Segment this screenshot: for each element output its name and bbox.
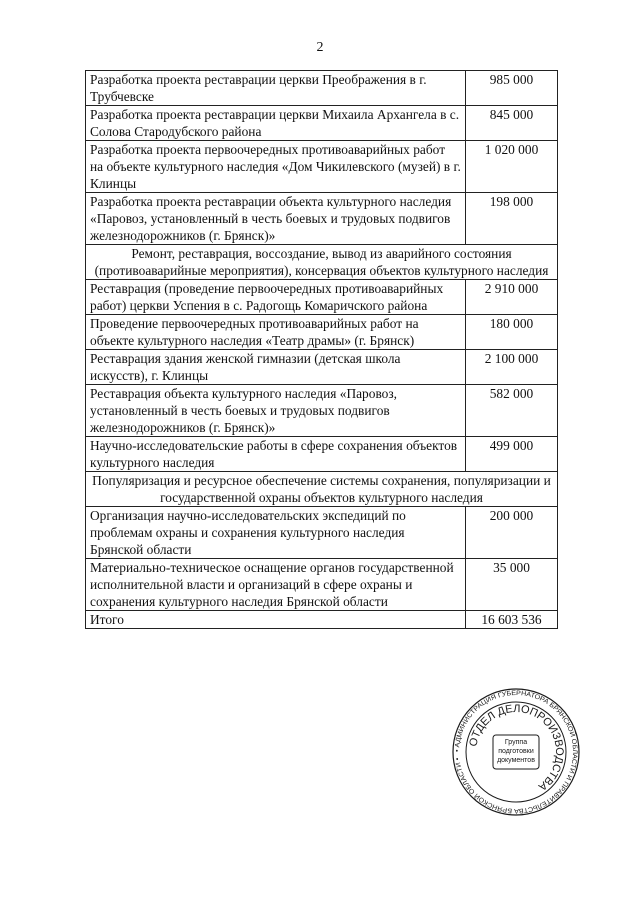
section-heading: Популяризация и ресурсное обеспечение системы сохранения, популяризации и государственной охраны объектов культурного наследия: [86, 472, 558, 507]
row-amount: 200 000: [465, 507, 557, 559]
stamp-inner-text: ОТДЕЛ ДЕЛОПРОИЗВОДСТВА: [467, 702, 566, 793]
row-amount: 35 000: [465, 559, 557, 611]
row-amount: 2 910 000: [465, 280, 557, 315]
row-amount: 1 020 000: [465, 141, 557, 193]
table-row: [86, 507, 558, 559]
table-row: [86, 437, 558, 472]
table-row: [86, 71, 558, 106]
total-label: Итого: [86, 611, 466, 629]
section-row: [86, 245, 558, 280]
total-amount: 16 603 536: [465, 611, 557, 629]
stamp-outer-text: • АДМИНИСТРАЦИЯ ГУБЕРНАТОРА БРЯНСКОЙ ОБЛАСТИ И ПРАВИТЕЛЬСТВА БРЯНСКОЙ ОБЛАСТИ •: [453, 689, 579, 815]
section-row: [86, 472, 558, 507]
budget-table-body: [86, 71, 558, 629]
row-amount: 198 000: [465, 193, 557, 245]
row-name: Организация научно-исследовательских экспедиций по проблемам охраны и сохранения культурного наследия Брянской области: [86, 507, 466, 559]
stamp-center-line-2: подготовки: [498, 748, 534, 755]
row-name: Проведение первоочередных противоаварийных работ на объекте культурного наследия «Театр драмы» (г. Брянск): [86, 315, 466, 350]
table-row: [86, 315, 558, 350]
row-name: Научно-исследовательские работы в сфере сохранения объектов культурного наследия: [86, 437, 466, 472]
budget-table: [85, 70, 558, 629]
section-heading: Ремонт, реставрация, воссоздание, вывод из аварийного состояния (противоаварийные мероприятия), консервация объектов культурного наследия: [86, 245, 558, 280]
row-name: Реставрация здания женской гимназии (детская школа искусств), г. Клинцы: [86, 350, 466, 385]
table-row: [86, 106, 558, 141]
row-name: Материально-техническое оснащение органов государственной исполнительной власти и организаций в сфере охраны и сохранения культурного наследия Брянской области: [86, 559, 466, 611]
table-row: [86, 559, 558, 611]
table-row: [86, 350, 558, 385]
page-number: 2: [316, 40, 324, 55]
row-name: Разработка проекта реставрации церкви Преображения в г. Трубчевске: [86, 71, 466, 106]
row-amount: 845 000: [465, 106, 557, 141]
row-name: Разработка проекта реставрации объекта культурного наследия «Паровоз, установленный в честь боевых и трудовых подвигов железнодорожников (г. Брянск)»: [86, 193, 466, 245]
stamp-center-line-1: Группа: [504, 739, 528, 746]
row-amount: 2 100 000: [465, 350, 557, 385]
row-name: Реставрация (проведение первоочередных противоаварийных работ) церкви Успения в с. Радогощь Комаричского района: [86, 280, 466, 315]
row-name: Разработка проекта реставрации церкви Михаила Архангела в с. Солова Стародубского района: [86, 106, 466, 141]
row-name: Реставрация объекта культурного наследия «Паровоз, установленный в честь боевых и трудовых подвигов железнодорожников (г. Брянск)»: [86, 385, 466, 437]
table-row: [86, 193, 558, 245]
row-amount: 180 000: [465, 315, 557, 350]
official-stamp: [452, 688, 580, 816]
table-row: [86, 141, 558, 193]
row-amount: 499 000: [465, 437, 557, 472]
stamp-center-line-3: документов: [497, 757, 535, 764]
row-name: Разработка проекта первоочередных противоаварийных работ на объекте культурного наследия «Дом Чикилевского (музей) в г. Клинцы: [86, 141, 466, 193]
table-row: [86, 280, 558, 315]
row-amount: 985 000: [465, 71, 557, 106]
row-amount: 582 000: [465, 385, 557, 437]
total-row: [86, 611, 558, 629]
table-row: [86, 385, 558, 437]
